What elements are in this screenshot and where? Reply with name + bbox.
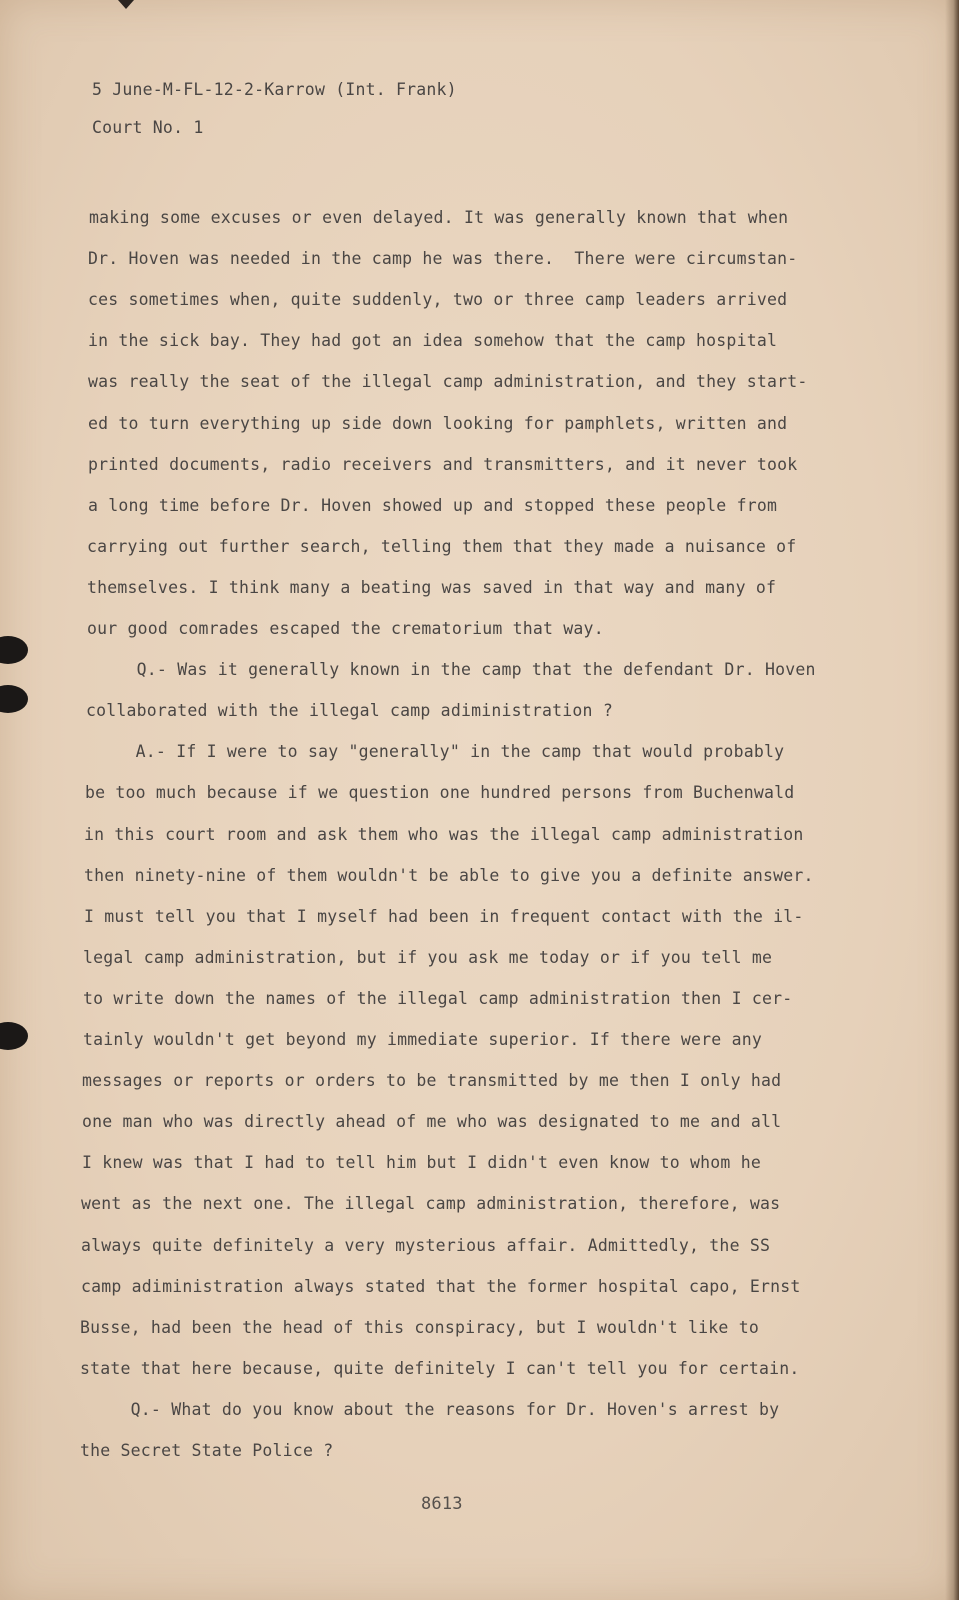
body-line: tainly wouldn't get beyond my immediate superior. If there were any bbox=[83, 1030, 762, 1049]
body-line: state that here because, quite definitely I can't tell you for certain. bbox=[80, 1359, 800, 1378]
body-line: our good comrades escaped the crematorium that way. bbox=[87, 619, 604, 638]
body-line: collaborated with the illegal camp adiministration ? bbox=[86, 701, 613, 720]
body-line: themselves. I think many a beating was saved in that way and many of bbox=[87, 578, 777, 597]
body-line: Q.- What do you know about the reasons for Dr. Hoven's arrest by bbox=[80, 1400, 780, 1419]
body-line: legal camp administration, but if you ask me today or if you tell me bbox=[83, 948, 773, 967]
body-line: Q.- Was it generally known in the camp that the defendant Dr. Hoven bbox=[86, 660, 816, 679]
body-line: I must tell you that I myself had been in frequent contact with the il- bbox=[84, 907, 804, 926]
body-line: carrying out further search, telling them that they made a nuisance of bbox=[87, 537, 797, 556]
body-line: ed to turn everything up side down looking for pamphlets, written and bbox=[88, 414, 788, 433]
page-edge-shadow bbox=[945, 0, 959, 1600]
body-line: to write down the names of the illegal camp administration then I cer- bbox=[83, 989, 793, 1008]
body-line: making some excuses or even delayed. It was generally known that when bbox=[89, 208, 789, 227]
punch-hole bbox=[0, 685, 28, 713]
body-line: in this court room and ask them who was the illegal camp administration bbox=[84, 825, 804, 844]
body-line: the Secret State Police ? bbox=[80, 1441, 334, 1460]
punch-hole bbox=[0, 636, 28, 664]
body-line: I knew was that I had to tell him but I didn't even know to whom he bbox=[82, 1153, 761, 1172]
body-line: a long time before Dr. Hoven showed up and stopped these people from bbox=[88, 496, 778, 515]
body-line: in the sick bay. They had got an idea somehow that the camp hospital bbox=[88, 331, 778, 350]
body-line: messages or reports or orders to be transmitted by me then I only had bbox=[82, 1071, 782, 1090]
body-line: Dr. Hoven was needed in the camp he was there. There were circumstan- bbox=[88, 249, 798, 268]
body-line: ces sometimes when, quite suddenly, two or three camp leaders arrived bbox=[88, 290, 788, 309]
body-line: be too much because if we question one hundred persons from Buchenwald bbox=[85, 783, 795, 802]
body-line: Busse, had been the head of this conspiracy, but I wouldn't like to bbox=[80, 1318, 759, 1337]
corner-mark bbox=[118, 0, 134, 9]
body-line: camp adiministration always stated that the former hospital capo, Ernst bbox=[81, 1277, 801, 1296]
body-line: went as the next one. The illegal camp administration, therefore, was bbox=[81, 1194, 781, 1213]
body-line: A.- If I were to say "generally" in the camp that would probably bbox=[85, 742, 785, 761]
body-line: always quite definitely a very mysterious affair. Admittedly, the SS bbox=[81, 1236, 771, 1255]
page-number: 8613 bbox=[421, 1494, 463, 1514]
header-line-2: Court No. 1 bbox=[92, 118, 204, 137]
punch-hole bbox=[0, 1022, 28, 1050]
header-line-1: 5 June-M-FL-12-2-Karrow (Int. Frank) bbox=[92, 80, 457, 99]
body-line: was really the seat of the illegal camp administration, and they start- bbox=[88, 372, 808, 391]
body-line: printed documents, radio receivers and transmitters, and it never took bbox=[88, 455, 798, 474]
body-line: then ninety-nine of them wouldn't be able to give you a definite answer. bbox=[84, 866, 814, 885]
body-line: one man who was directly ahead of me who was designated to me and all bbox=[82, 1112, 782, 1131]
